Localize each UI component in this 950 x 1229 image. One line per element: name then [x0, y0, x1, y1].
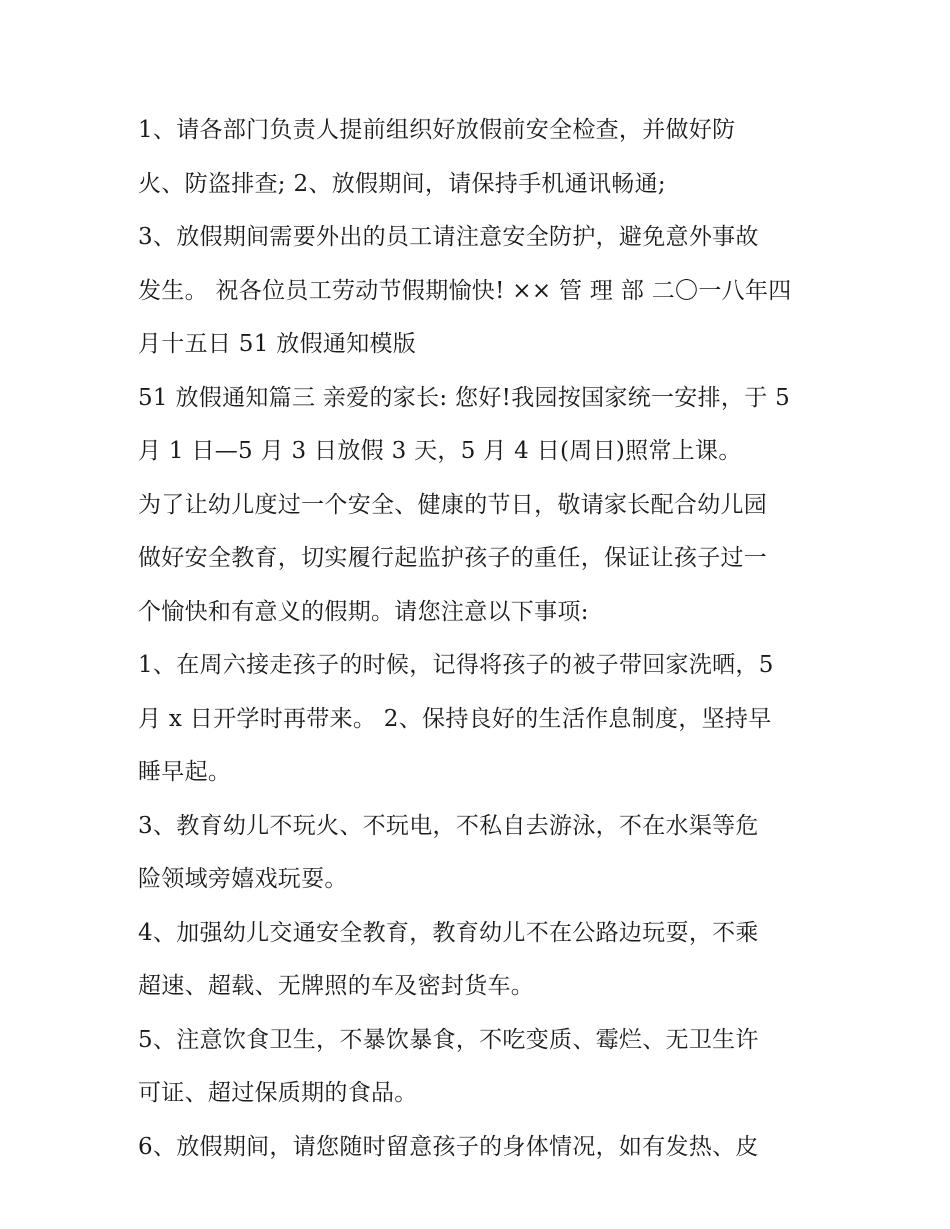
text-line: 睡早起。 [138, 759, 232, 785]
text-line: 可证、超过保质期的食品。 [138, 1080, 418, 1106]
text-line: 4、加强幼儿交通安全教育，教育幼儿不在公路边玩耍，不乘 [138, 919, 759, 946]
document-body [138, 104, 818, 1174]
text-line: 超速、超载、无牌照的车及密封货车。 [138, 973, 535, 999]
text-line: 月 1 日—5 月 3 日放假 3 天，5 月 4 日(周日)照常上课。 [138, 438, 742, 464]
text-line: 3、教育幼儿不玩火、不玩电，不私自去游泳，不在水渠等危 [138, 812, 759, 839]
text-line: 3、放假期间需要外出的员工请注意安全防护，避免意外事故 [138, 224, 759, 250]
text-line: 险领域旁嬉戏玩耍。 [138, 866, 348, 892]
text-line: 个愉快和有意义的假期。请您注意以下事项: [138, 598, 589, 625]
text-line: 月 x 日开学时再带来。 2、保持良好的生活作息制度，坚持早 [138, 705, 772, 732]
text-line: 为了让幼儿度过一个安全、健康的节日，敬请家长配合幼儿园 [138, 491, 768, 518]
text-line: 做好安全教育，切实履行起监护孩子的重任，保证让孩子过一 [138, 545, 768, 571]
text-line: 发生。 祝各位员工劳动节假期愉快! ×× 管 理 部 二〇一八年四 [138, 277, 792, 304]
text-line: 1、在周六接走孩子的时候，记得将孩子的被子带回家洗晒，5 [138, 652, 774, 678]
text-line: 火、防盗排查; 2、放假期间，请保持手机通讯畅通; [138, 170, 666, 197]
text-line: 6、放假期间，请您随时留意孩子的身体情况，如有发热、皮 [138, 1133, 759, 1160]
text-line: 1、请各部门负责人提前组织好放假前安全检查，并做好防 [138, 117, 736, 143]
text-line: 51 放假通知篇三 亲爱的家长: 您好!我园按国家统一安排，于 5 [138, 384, 791, 411]
text-line: 月十五日 51 放假通知模版 [138, 331, 417, 357]
text-line: 5、注意饮食卫生，不暴饮暴食，不吃变质、霉烂、无卫生许 [138, 1026, 759, 1053]
